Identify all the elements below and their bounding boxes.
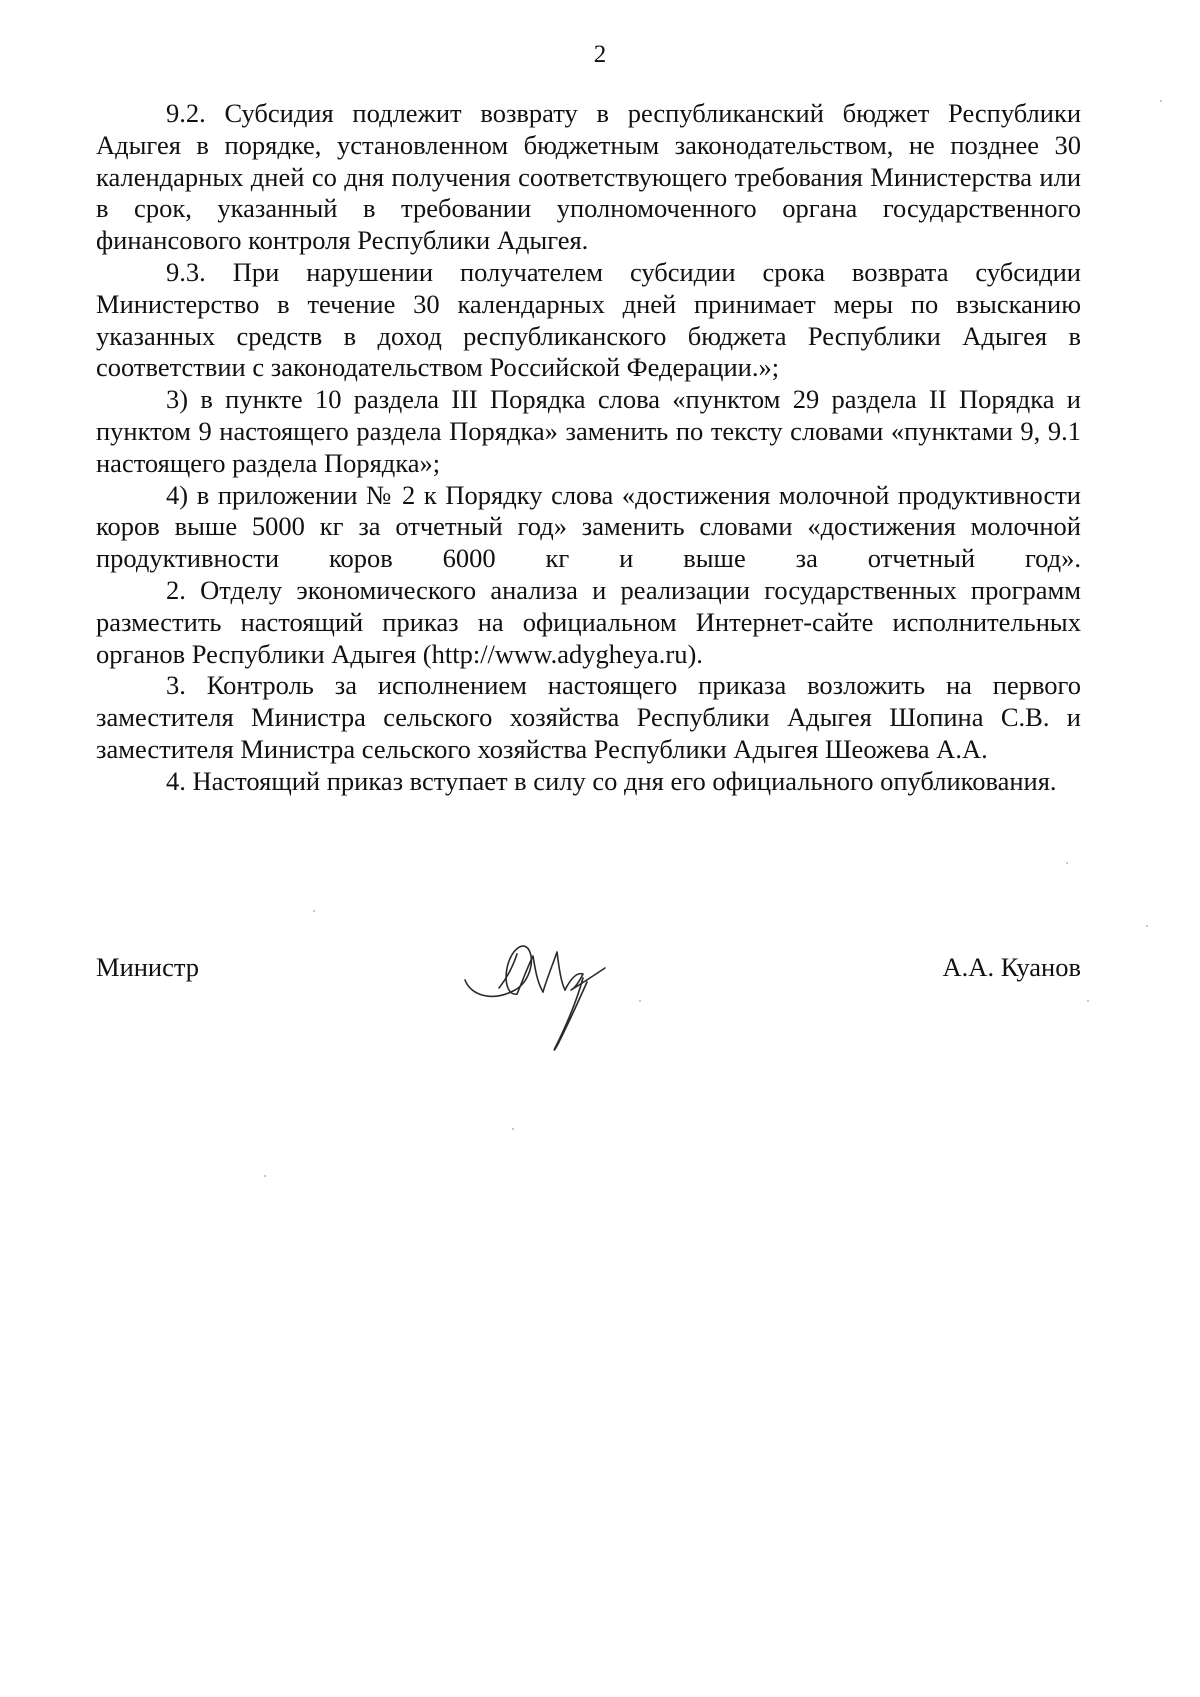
- scan-speck: [1146, 925, 1148, 927]
- scan-speck: [512, 1128, 514, 1130]
- scan-speck: [1087, 1000, 1089, 1002]
- signatory-name: А.А. Куанов: [942, 952, 1081, 982]
- paragraph-item-3: 3. Контроль за исполнением настоящего приказа возложить на первого заместителя Министра сельского хозяйства Республики Адыгея Шопина С.В. и заместителя Министра сельского хозяйства Республики Адыгея Шеожева А.А.: [96, 670, 1081, 764]
- scan-speck: [639, 1000, 641, 1002]
- scan-speck: [1066, 862, 1068, 864]
- document-body: [96, 98, 1081, 798]
- handwritten-signature: [459, 938, 629, 1058]
- paragraph-amendment-3: 3) в пункте 10 раздела III Порядка слова «пунктом 29 раздела II Порядка и пунктом 9 настоящего раздела Порядка» заменить по тексту словами «пунктами 9, 9.1 настоящего раздела Порядка»;: [96, 384, 1081, 478]
- paragraph-item-4: 4. Настоящий приказ вступает в силу со дня его официального опубликования.: [166, 765, 1057, 796]
- signature-block: [96, 938, 1081, 1058]
- scan-speck: [313, 910, 315, 912]
- paragraph-amendment-4: 4) в приложении № 2 к Порядку слова «достижения молочной продуктивности коров выше 5000 кг за отчетный год» заменить словами «достижения молочной продуктивности коров 6000 кг и выше за отчетный год».: [96, 479, 1081, 574]
- paragraph-item-2: 2. Отделу экономического анализа и реализации государственных программ разместить настоящий приказ на официальном Интернет-сайте исполнительных органов Республики Адыгея (http://www.adygheya.ru).: [96, 574, 1081, 669]
- scan-speck: [264, 1175, 266, 1177]
- paragraph-9-3: 9.3. При нарушении получателем субсидии срока возврата субсидии Министерство в течение 30 календарных дней принимает меры по взысканию указанных средств в доход республиканского бюджета Республики Адыгея в соответствии с законодательством Российской Федерации.»;: [96, 256, 1081, 383]
- signatory-title: Министр: [96, 952, 200, 982]
- paragraph-9-2: 9.2. Субсидия подлежит возврату в республиканский бюджет Республики Адыгея в порядке, установленном бюджетным законодательством, не позднее 30 календарных дней со дня получения соответствующего требования Министерства или в срок, указанный в требовании уполномоченного органа государственного финансового контроля Республики Адыгея.: [96, 98, 1081, 256]
- page-number: 2: [593, 41, 607, 68]
- scan-speck: [1160, 100, 1162, 102]
